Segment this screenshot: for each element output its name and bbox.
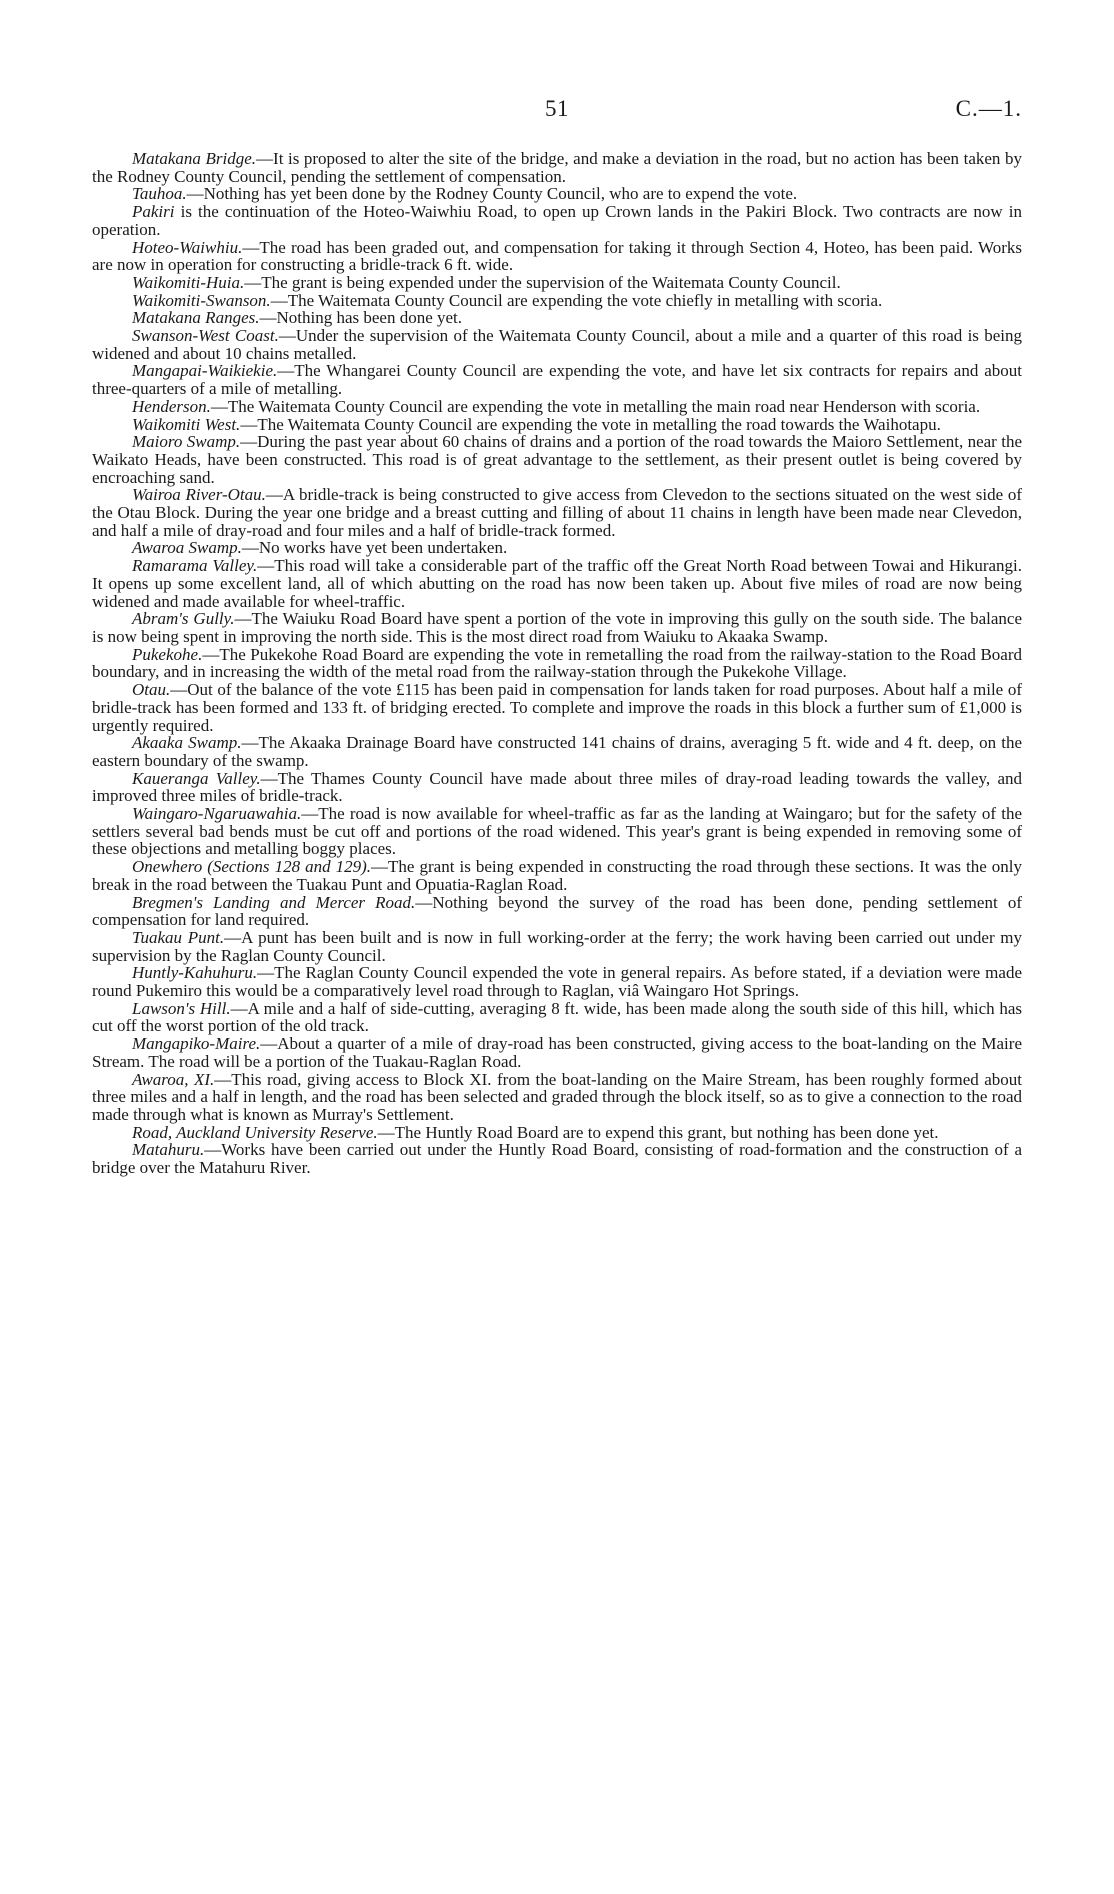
page-reference: C.—1. [955,96,1022,121]
paragraph-text: —The grant is being expended in constructing the road through these sections. It was the only break in the road between the Tuakau Punt and Opuatia-Raglan Road. [92,857,1022,894]
paragraph [92,433,1022,486]
paragraph [92,150,1022,185]
paragraph-heading: Mangapai-Waikiekie. [132,361,278,381]
paragraph [92,327,1022,362]
paragraph [92,416,1022,434]
paragraph-heading: Matakana Ranges. [132,308,260,328]
paragraph [92,292,1022,310]
paragraph-heading: Huntly-Kahuhuru. [132,963,258,983]
paragraph-heading: Akaaka Swamp. [132,733,242,753]
paragraph [92,858,1022,893]
paragraph-heading: Lawson's Hill. [132,998,231,1018]
paragraph [92,557,1022,610]
paragraph-heading: Awaroa, XI. [132,1069,215,1089]
paragraph [92,805,1022,858]
paragraph [92,398,1022,416]
paragraph-heading: Ramarama Valley. [132,556,258,576]
paragraph [92,610,1022,645]
paragraph-heading: Kaueranga Valley. [132,768,261,788]
paragraph [92,539,1022,557]
paragraph-text: —Nothing has yet been done by the Rodney County Council, who are to expend the vote. [186,184,798,204]
paragraph-heading: Otau. [132,680,171,700]
paragraph-text: —The grant is being expended under the supervision of the Waitemata County Council. [244,272,841,292]
paragraph-heading: Wairoa River-Otau. [132,485,266,505]
paragraph-text: —The road is now available for wheel-traffic as far as the landing at Waingaro; but for the safety of the settlers several bad bends must be cut off and portions of the road widened. This year's grant is being expended in removing some of these objections and metalling boggy places. [92,804,1022,859]
paragraph-text: —The Whangarei County Council are expending the vote, and have let six contracts for repairs and about three-quarters of a mile of metalling. [92,361,1022,399]
paragraph-heading: Henderson. [132,396,211,416]
paragraph [92,185,1022,203]
paragraph-heading: Matakana Bridge. [132,149,257,168]
paragraph [92,894,1022,929]
paragraph-text: —The Thames County Council have made about three miles of dray-road leading towards the valley, and improved three miles of bridle-track. [92,768,1022,806]
paragraph [92,964,1022,999]
paragraph-heading: Waikomiti-Huia. [132,272,245,292]
paragraph [92,309,1022,327]
paragraph-heading: Tauhoa. [132,184,187,204]
body-text [92,150,1022,1177]
paragraph-text: —Out of the balance of the vote £115 has been paid in compensation for lands taken for road purposes. About half a mile of bridle-track has been formed and 133 ft. of bridging erected. To complete and improve the roads in this block a further sum of £1,000 is urgently required. [92,680,1022,735]
paragraph [92,486,1022,539]
paragraph-text: —This road, giving access to Block XI. from the boat-landing on the Maire Stream, has been roughly formed about three miles and a half in length, and the road has been selected and graded through the block itself, so as to give a connection to the road made through what is known as Murray's Settlement. [92,1069,1022,1124]
paragraph-text: —Nothing beyond the survey of the road has been done, pending settlement of compensation for land required. [92,892,1022,930]
paragraph-heading: Awaroa Swamp. [132,538,242,558]
paragraph [92,1000,1022,1035]
page-number: 51 [545,96,569,121]
paragraph-text: —Works have been carried out under the Huntly Road Board, consisting of road-formation and the construction of a bridge over the Matahuru River. [92,1140,1022,1178]
paragraph-text: —The Akaaka Drainage Board have constructed 141 chains of drains, averaging 5 ft. wide and 4 ft. deep, on the eastern boundary of the swamp. [92,733,1022,770]
paragraph-text: —The Waitemata County Council are expending the vote in metalling the road towards the Waihotapu. [240,414,941,434]
paragraph [92,362,1022,397]
paragraph [92,1071,1022,1124]
paragraph-heading: Hoteo-Waiwhiu. [132,237,243,257]
paragraph [92,1124,1022,1142]
paragraph-text: —A mile and a half of side-cutting, averaging 8 ft. wide, has been made along the south side of this hill, which has cut off the worst portion of the old track. [92,998,1023,1036]
paragraph-text: —The Waitemata County Council are expending the vote chiefly in metalling with scoria. [270,290,883,310]
paragraph-text: —The Raglan County Council expended the vote in general repairs. As before stated, if a deviation were made round Pukemiro this would be a comparatively level road through to Raglan, viâ Waingaro Hot Springs. [92,963,1022,1001]
paragraph [92,239,1022,274]
paragraph-text: —The Huntly Road Board are to expend this grant, but nothing has been done yet. [377,1122,939,1142]
paragraph [92,770,1022,805]
paragraph-heading: Maioro Swamp. [132,432,241,452]
paragraph [92,681,1022,734]
paragraph-text: —The Waiuku Road Board have spent a portion of the vote in improving this gully on the south side. The balance is now being spent in improving the north side. This is the most direct road from Waiuku to Akaaka Swamp. [92,609,1023,646]
paragraph-heading: Mangapiko-Maire. [132,1034,261,1054]
paragraph-heading: Road, Auckland University Reserve. [132,1122,378,1142]
paragraph-text: —About a quarter of a mile of dray-road has been constructed, giving access to the boat-landing on the Maire Stream. The road will be a portion of the Tuakau-Raglan Road. [92,1034,1022,1071]
paragraph-text: —Under the supervision of the Waitemata County Council, about a mile and a quarter of this road is being widened and about 10 chains metalled. [92,326,1023,363]
paragraph-heading: Waikomiti-Swanson. [132,290,271,310]
paragraph-heading: Bregmen's Landing and Mercer Road. [132,892,416,912]
paragraph-heading: Tuakau Punt. [132,927,225,947]
paragraph [92,646,1022,681]
paragraph [92,274,1022,292]
paragraph-heading: Swanson-West Coast. [132,326,279,346]
paragraph [92,929,1022,964]
paragraph [92,734,1022,769]
paragraph-text: —During the past year about 60 chains of drains and a portion of the road towards the Maioro Settlement, near the Waikato Heads, have been constructed. This road is of great advantage to the settlement, as their present outlet is being covered by encroaching sand. [92,432,1022,487]
paragraph-heading: Waingaro-Ngaruawahia. [132,804,302,824]
paragraph-text: —No works have yet been undertaken. [241,538,508,558]
paragraph-text: —The Pukekohe Road Board are expending the vote in remetalling the road from the railway-station to the Road Board boundary, and in increasing the width of the metal road from the railway-station through the Pukekohe Village. [92,644,1022,682]
document-page [92,96,1022,1177]
paragraph-heading: Pakiri [132,202,175,222]
paragraph-text: —This road will take a considerable part of the traffic off the Great North Road between Towai and Hikurangi. It opens up some excellent land, all of which abutting on the road has now been taken up. About five miles of road are now being widened and made available for wheel-traffic. [92,556,1022,611]
page-header [92,96,1022,136]
paragraph [92,1035,1022,1070]
paragraph-heading: Pukekohe. [132,644,203,664]
paragraph [92,1141,1022,1176]
paragraph-text: —A bridle-track is being constructed to give access from Clevedon to the sections situated on the west side of the Otau Block. During the year one bridge and a breast cutting and filling of about 11 chains in length have been made near Clevedon, and half a mile of dray-road and four miles and a half of bridle-track formed. [92,485,1022,540]
paragraph-text: is the continuation of the Hoteo-Waiwhiu Road, to open up Crown lands in the Pakiri Block. Two contracts are now in operation. [92,202,1022,239]
paragraph-heading: Matahuru. [132,1140,205,1160]
paragraph-text: —It is proposed to alter the site of the bridge, and make a deviation in the road, but no action has been taken by the Rodney County Council, pending the settlement of compensation. [92,149,1022,186]
paragraph-text: —The road has been graded out, and compensation for taking it through Section 4, Hoteo, has been paid. Works are now in operation for constructing a bridle-track 6 ft. wide. [92,237,1022,275]
paragraph-heading: Waikomiti West. [132,414,241,434]
paragraph-heading: Onewhero (Sections 128 and 129). [132,857,372,877]
paragraph-text: —A punt has been built and is now in full working-order at the ferry; the work having been carried out under my supervision by the Raglan County Council. [92,927,1022,965]
paragraph-text: —Nothing has been done yet. [259,308,463,328]
paragraph-text: —The Waitemata County Council are expending the vote in metalling the main road near Henderson with scoria. [210,396,981,416]
paragraph [92,203,1022,238]
paragraph-heading: Abram's Gully. [132,609,235,629]
